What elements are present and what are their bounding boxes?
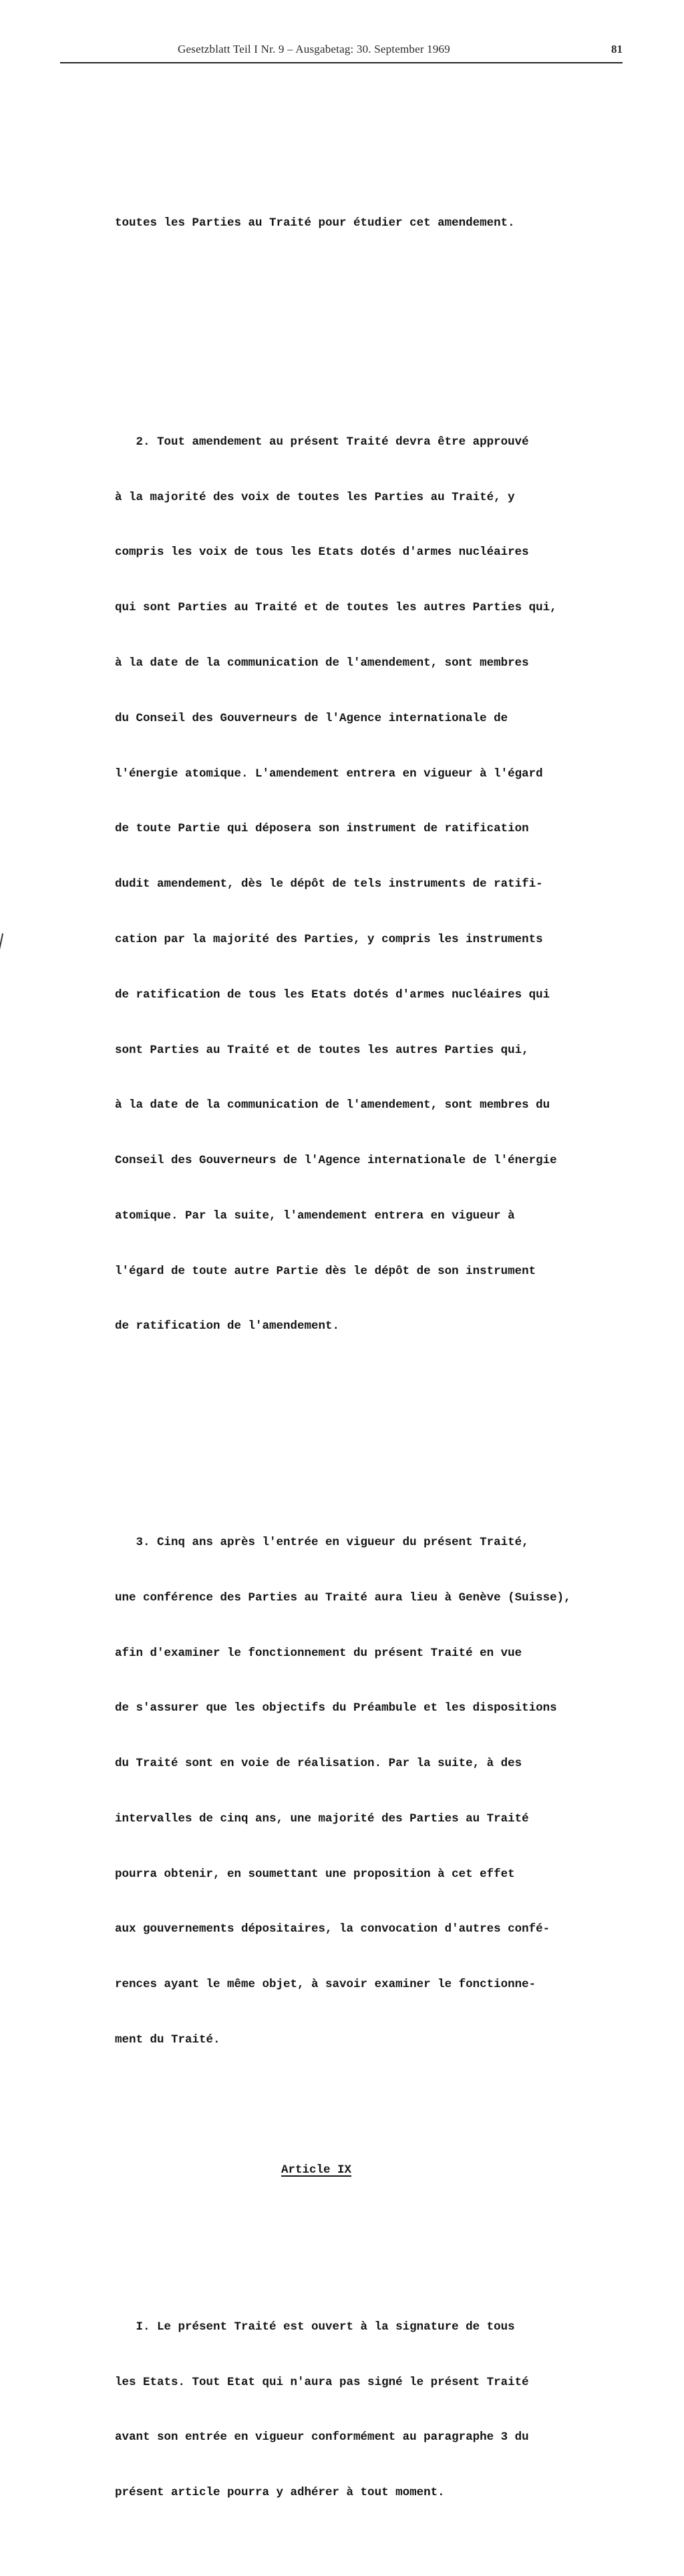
text-line: aux gouvernements dépositaires, la convocation d'autres confé-: [115, 1922, 550, 1936]
paragraph-2: [115, 397, 596, 1373]
text-line: les Etats. Tout Etat qui n'aura pas signé le présent Traité: [115, 2375, 529, 2389]
text-line: 2. Tout amendement au présent Traité devra être approuvé: [115, 435, 529, 449]
text-line: sont Parties au Traité et de toutes les autres Parties qui,: [115, 1043, 529, 1057]
text-line: à la date de la communication de l'amendement, sont membres: [115, 656, 529, 670]
typescript-body: [115, 141, 596, 2576]
text-line: avant son entrée en vigueur conformément au paragraphe 3 du: [115, 2430, 529, 2444]
text-line: présent article pourra y adhérer à tout moment.: [115, 2486, 445, 2500]
text-line: atomique. Par la suite, l'amendement entrera en vigueur à: [115, 1209, 515, 1223]
header-title: Gesetzblatt Teil I Nr. 9 – Ausgabetag: 30. September 1969: [178, 43, 450, 55]
text-line: rences ayant le même objet, à savoir examiner le fonctionne-: [115, 1978, 536, 1992]
text-line: afin d'examiner le fonctionnement du présent Traité en vue: [115, 1646, 522, 1660]
text-line: 3. Cinq ans après l'entrée en vigueur du présent Traité,: [115, 1535, 529, 1549]
article-heading-row: [115, 2143, 476, 2177]
page-number: 81: [611, 43, 623, 55]
text-line: de s'assurer que les objectifs du Préambule et les dispositions: [115, 1701, 557, 1715]
text-line: I. Le présent Traité est ouvert à la signature de tous: [115, 2320, 515, 2334]
margin-mark: [0, 933, 6, 954]
article-9-paragraph-1: [115, 2282, 596, 2539]
header-rule: [60, 62, 623, 63]
running-header: [60, 43, 623, 60]
text-line: à la date de la communication de l'amendement, sont membres du: [115, 1098, 550, 1112]
text-line: dudit amendement, dès le dépôt de tels instruments de ratifi-: [115, 877, 543, 891]
intro-block: [115, 178, 596, 270]
paragraph-3: [115, 1497, 596, 2087]
text-line: compris les voix de tous les Etats dotés d'armes nucléaires: [115, 546, 529, 560]
text-line: cation par la majorité des Parties, y compris les instruments: [115, 932, 543, 946]
text-line: ment du Traité.: [115, 2032, 220, 2047]
article-heading: Article IX: [281, 2163, 352, 2177]
text-line: du Traité sont en voie de réalisation. Par la suite, à des: [115, 1757, 522, 1771]
text-line: toutes les Parties au Traité pour étudier cet amendement.: [115, 216, 515, 230]
text-line: l'énergie atomique. L'amendement entrera en vigueur à l'égard: [115, 767, 543, 781]
text-line: intervalles de cinq ans, une majorité des Parties au Traité: [115, 1811, 529, 1826]
text-line: une conférence des Parties au Traité aura lieu à Genève (Suisse),: [115, 1590, 571, 1604]
text-line: de toute Partie qui déposera son instrument de ratification: [115, 822, 529, 836]
text-line: à la majorité des voix de toutes les Parties au Traité, y: [115, 490, 515, 504]
text-line: Conseil des Gouverneurs de l'Agence internationale de l'énergie: [115, 1154, 557, 1168]
text-line: de ratification de l'amendement.: [115, 1319, 340, 1333]
text-line: qui sont Parties au Traité et de toutes les autres Parties qui,: [115, 601, 557, 615]
text-line: de ratification de tous les Etats dotés d'armes nucléaires qui: [115, 988, 550, 1002]
text-line: du Conseil des Gouverneurs de l'Agence internationale de: [115, 711, 508, 725]
text-line: pourra obtenir, en soumettant une proposition à cet effet: [115, 1867, 515, 1881]
text-line: l'égard de toute autre Partie dès le dépôt de son instrument: [115, 1264, 536, 1278]
